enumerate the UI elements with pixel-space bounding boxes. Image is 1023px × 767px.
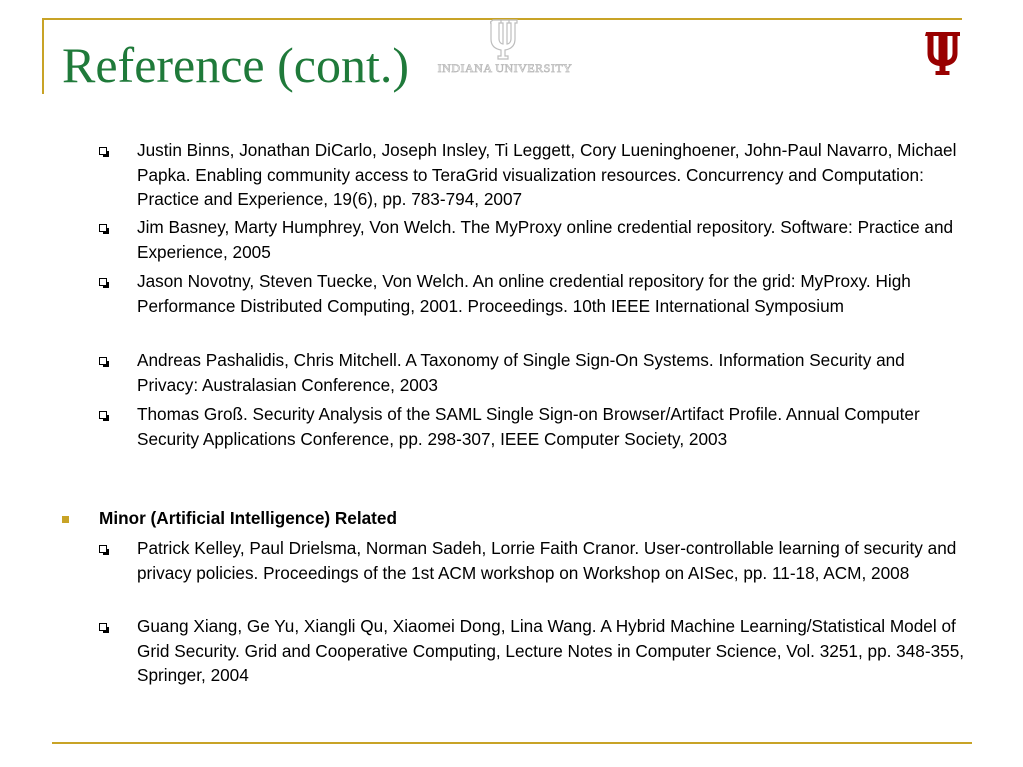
sub-bullet-icon xyxy=(99,623,107,631)
section-heading: Minor (Artificial Intelligence) Related xyxy=(99,508,397,528)
iu-trident-logo-icon xyxy=(924,30,962,78)
sub-bullet-icon xyxy=(99,224,107,232)
sub-bullet-icon xyxy=(99,147,107,155)
sub-bullet-icon xyxy=(99,278,107,286)
reference-item: Thomas Groß. Security Analysis of the SAML Single Sign-on Browser/Artifact Profile. Annual Computer Security Applications Conference, pp. 298-307, IEEE Computer Society, 2003 xyxy=(137,404,920,449)
reference-item: Andreas Pashalidis, Chris Mitchell. A Taxonomy of Single Sign-On Systems. Information Security and Privacy: Australasian Conference, 2003 xyxy=(137,350,905,395)
watermark xyxy=(420,16,590,78)
reference-item: Guang Xiang, Ge Yu, Xiangli Qu, Xiaomei Dong, Lina Wang. A Hybrid Machine Learning/Statistical Model of Grid Security. Grid and Cooperative Computing, Lecture Notes in Computer Science, Vol. 3251, pp. 348-355, Springer, 2004 xyxy=(137,616,965,685)
section-bullet-icon xyxy=(62,516,69,523)
watermark-text: INDIANA UNIVERSITY xyxy=(437,61,573,75)
frame-left-rule xyxy=(42,18,44,94)
sub-bullet-icon xyxy=(99,411,107,419)
sub-bullet-icon xyxy=(99,545,107,553)
watermark-trident-icon xyxy=(490,16,520,62)
reference-item: Jason Novotny, Steven Tuecke, Von Welch. An online credential repository for the grid: MyProxy. High Performance Distributed Computing, 2001. Proceedings. 10th IEEE International Symposium xyxy=(137,271,911,316)
reference-item: Justin Binns, Jonathan DiCarlo, Joseph Insley, Ti Leggett, Cory Lueninghoener, John-Paul Navarro, Michael Papka. Enabling community access to TeraGrid visualization resources. Concurrency and Computation: Practice and Experience, 19(6), pp. 783-794, 2007 xyxy=(137,140,957,209)
sub-bullet-icon xyxy=(99,357,107,365)
reference-item: Patrick Kelley, Paul Drielsma, Norman Sadeh, Lorrie Faith Cranor. User-controllable learning of security and privacy policies. Proceedings of the 1st ACM workshop on Workshop on AISec, pp. 11-18, ACM, 2008 xyxy=(137,538,957,583)
slide-title: Reference (cont.) xyxy=(62,37,409,93)
reference-item: Jim Basney, Marty Humphrey, Von Welch. The MyProxy online credential repository. Software: Practice and Experience, 2005 xyxy=(137,217,954,262)
footer-rule xyxy=(52,742,972,744)
